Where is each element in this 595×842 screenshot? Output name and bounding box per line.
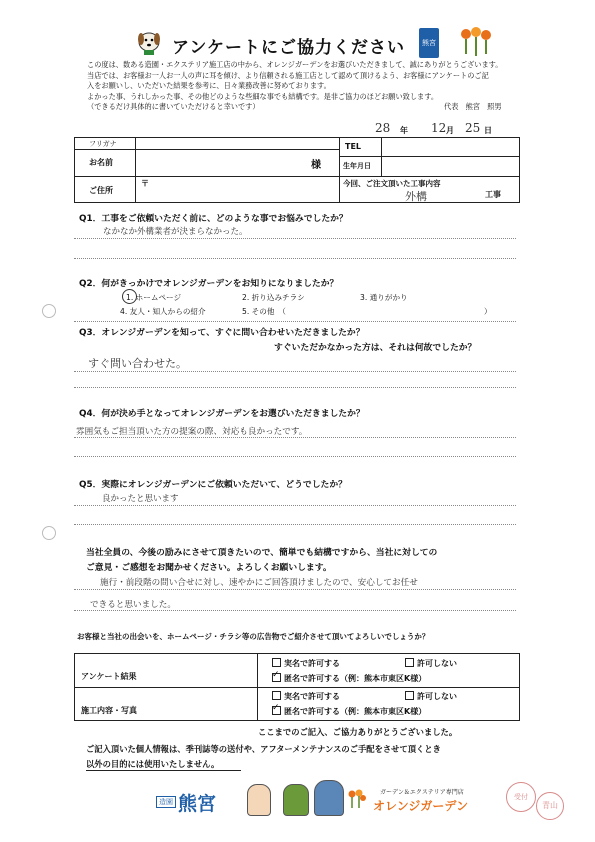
date-month-label: 月	[446, 126, 454, 135]
page-title: アンケートにご協力ください	[172, 38, 405, 58]
order-value: 外構	[405, 190, 427, 203]
consent-row-2-real[interactable]: 実名で許可する	[272, 691, 340, 702]
gardener-mascot-icon	[247, 784, 271, 816]
intro-line: 入をお願いし、いただいた結果を参考に、日々業務改善に努めております。	[87, 81, 331, 90]
consent-question: お客様と当社の出会いを、ホームページ・チラシ等の広告物でご紹介させて頂いてよろしいでしょうか？	[77, 632, 430, 641]
q2-option-1: 1. ホームページ	[126, 293, 182, 302]
consent-row-label: アンケート結果	[81, 672, 137, 681]
cowboy-mascot-icon	[314, 780, 344, 816]
q2-option-2: 2. 折り込みチラシ	[242, 293, 305, 302]
name-label: お名前	[89, 158, 113, 167]
consent-row-label: 施工内容・写真	[81, 706, 137, 715]
consent-row-2-anon[interactable]: ✓ 匿名で許可する（例：熊本市東区K様）	[272, 703, 427, 716]
reception-stamp: 受付	[506, 782, 536, 812]
order-suffix: 工事	[485, 190, 501, 199]
worker-mascot-icon	[283, 784, 309, 816]
message-answer-2: できると思いました。	[90, 600, 176, 610]
q2-option-4: 4. 友人・知人からの紹介	[120, 307, 206, 316]
message-answer-1: 施行・前段階の問い合せに対し、速やかにご回答頂けましたので、安心してお任せ	[100, 578, 418, 588]
consent-row-1-anon[interactable]: ✓ 匿名で許可する（例：熊本市東区K様）	[272, 670, 427, 683]
intro-text	[87, 60, 527, 113]
punch-hole-bottom	[42, 526, 56, 540]
q5-question: Q5．実際にオレンジガーデンにご依頼いただいて、どうでしたか？	[79, 480, 347, 490]
message-prompt-1: 当社全員の、今後の励みにさせて頂きたいので、簡単でも結構ですから、当社に対しての	[86, 548, 438, 558]
tel-label: TEL	[345, 142, 362, 151]
company-small-label: 造園	[156, 796, 176, 808]
q3-answer: すぐ問い合わせた。	[88, 357, 187, 370]
consent-row-1-real[interactable]: 実名で許可する	[272, 658, 340, 669]
q4-answer: 雰囲気もご担当頂いた方の提案の際、対応も良かったです。	[76, 427, 308, 437]
company-name: 熊宮	[178, 793, 217, 815]
date-year-value: 28	[375, 121, 391, 135]
sama-label: 様	[311, 160, 321, 171]
q2-option-3: 3. 通りがかり	[360, 293, 408, 302]
punch-hole-top	[42, 304, 56, 318]
address-label: ご住所	[89, 186, 113, 195]
intro-line: よかった事、うれしかった事、その他どのような些細な事でも結構です。是非ご協力のほどお願い致します。	[87, 91, 439, 101]
q3-question: Q3．オレンジガーデンを知って、すぐに問い合わせいただきましたか？	[79, 328, 365, 338]
q1-question: Q1．工事をご依頼いただく前に、どのような事でお悩みでしたか？	[79, 214, 348, 224]
birth-label: 生年月日	[343, 162, 371, 170]
date-day-label: 日	[484, 126, 492, 135]
kumamiya-logo	[156, 793, 240, 817]
furigana-label: フリガナ	[89, 140, 117, 148]
intro-line: 当店では、お客様お一人お一人の声に耳を傾け、より信頼される施工店として認めて頂けるよう、お客様にアンケートのご記	[87, 70, 489, 80]
aoyama-stamp: 青山	[536, 792, 564, 820]
signature: 代表 熊宮 照男	[444, 102, 502, 111]
intro-line: この度は、数ある造園・エクステリア施工店の中から、オレンジガーデンをお選びいただきまして、誠にありがとうございます。	[87, 60, 503, 69]
orange-tree-small-icon	[347, 789, 367, 809]
date-year-label: 年	[400, 126, 408, 135]
q3-subquestion: すぐいただかなかった方は、それは何故でしたか？	[274, 343, 477, 353]
brand-name: オレンジガーデン	[373, 799, 469, 813]
privacy-underline	[86, 770, 241, 771]
message-prompt-2: ご意見・ご感想をお聞かせください。よろしくお願いします。	[86, 563, 332, 573]
consent-row-1-deny[interactable]: 許可しない	[405, 658, 457, 669]
date-day-value: 25	[465, 121, 481, 135]
q2-question: Q2．何がきっかけでオレンジガーデンをお知りになりましたか？	[79, 279, 339, 289]
thanks-text: ここまでのご記入、ご協力ありがとうございました。	[258, 727, 458, 737]
privacy-text-1: ご記入頂いた個人情報は、季刊誌等の送付や、アフターメンテナンスのご手配をさせて頂くとき	[86, 744, 441, 754]
check-mark-icon: ✓	[272, 703, 280, 713]
privacy-text-2: 以外の目的には使用いたしません。	[86, 759, 220, 769]
orange-tree-logo-icon	[458, 26, 494, 58]
consent-row-2-deny[interactable]: 許可しない	[405, 691, 457, 702]
q5-answer: 良かったと思います	[102, 494, 179, 504]
intro-line: （できるだけ具体的に書いていただけると幸いです）	[87, 102, 260, 111]
dog-mascot-icon	[134, 26, 164, 56]
date-month-value: 12	[431, 121, 447, 135]
q1-answer: なかなか外構業者が決まらなかった。	[103, 227, 248, 237]
q2-options	[120, 291, 520, 323]
check-mark-icon: ✓	[272, 670, 280, 680]
postal-mark: 〒	[141, 179, 149, 188]
brand-sign-icon: 熊宮	[419, 28, 439, 58]
order-label: 今回、ご注文頂いた工事内容	[343, 179, 441, 188]
q4-question: Q4．何が決め手となってオレンジガーデンをお選びいただきましたか？	[79, 409, 365, 419]
q2-option-5: 5. その他 （	[242, 307, 286, 316]
q2-option-5-close: ）	[484, 307, 492, 316]
customer-info-table	[74, 137, 520, 203]
consent-table	[74, 653, 520, 721]
brand-small-label: ガーデン＆エクステリア専門店	[380, 789, 464, 796]
